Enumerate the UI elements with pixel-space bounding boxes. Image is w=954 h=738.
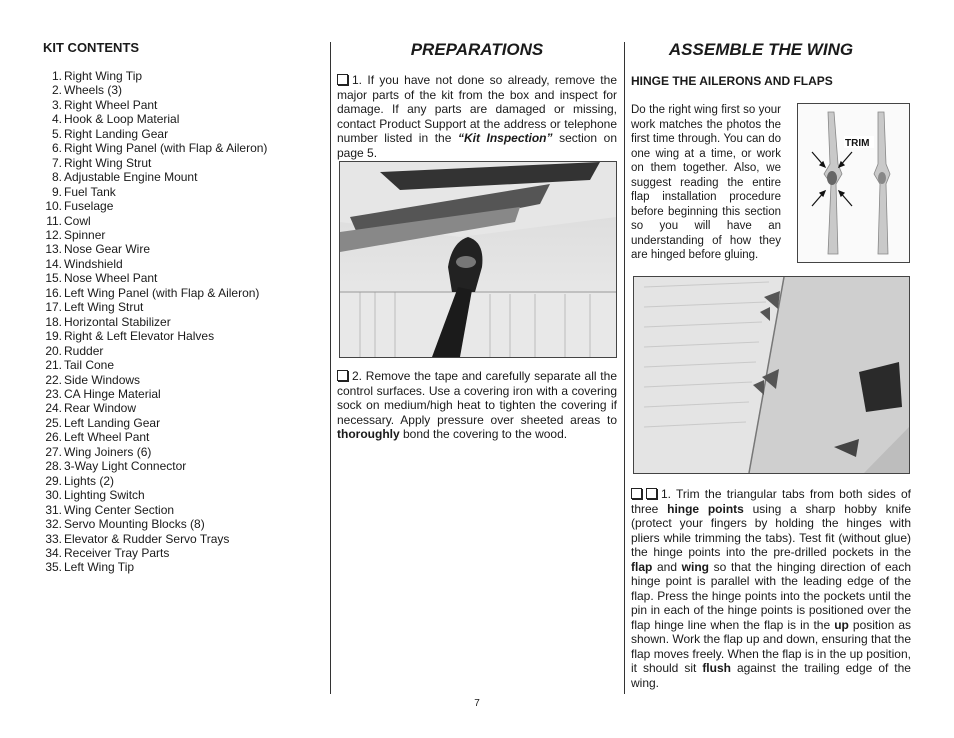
kit-item — [43, 199, 323, 213]
kit-item — [43, 69, 323, 83]
kit-item-number: 24. — [45, 401, 62, 416]
kit-item-label: Left Wing Tip — [64, 560, 135, 575]
kit-item-number: 1. — [51, 69, 62, 83]
kit-item-label: Wing Joiners (6) — [64, 444, 152, 459]
hinge-points-illustration — [798, 104, 909, 262]
kit-item — [43, 329, 323, 343]
kit-item — [43, 156, 323, 170]
preparations-step-1: 1. If you have not done so already, remove the major parts of the kit from the box and inspect for damage. If any parts are damaged or missing, contact Product Support at the address or telephone number listed in the “Kit Inspection” section on page 5. — [337, 73, 617, 160]
kit-item-label: Rear Window — [64, 401, 137, 416]
kit-item — [43, 228, 323, 242]
preparations-column — [337, 40, 617, 160]
kit-item-label: Nose Wheel Pant — [64, 271, 158, 286]
assemble-wing-column — [631, 40, 911, 88]
kit-item — [43, 503, 323, 517]
kit-contents-column — [43, 40, 323, 575]
kit-item-number: 7. — [51, 155, 62, 170]
kit-item-label: Spinner — [64, 227, 106, 242]
kit-item-number: 2. — [51, 83, 62, 98]
kit-item-number: 33. — [45, 531, 62, 546]
kit-item — [43, 286, 323, 300]
kit-item-label: Cowl — [64, 213, 91, 228]
kit-item-number: 16. — [45, 285, 62, 300]
kit-contents-list — [43, 69, 323, 575]
kit-item-label: Left Wing Strut — [64, 300, 144, 315]
kit-item-number: 26. — [45, 430, 62, 445]
kit-item-label: Right Wheel Pant — [64, 97, 158, 112]
kit-item-number: 19. — [45, 329, 62, 344]
preparations-step-2-wrap — [337, 369, 617, 442]
preparations-step-2: 2. Remove the tape and carefully separate all the control surfaces. Use a covering iron with a covering sock on medium/high heat to tighten the covering if necessary. Apply pressure over sheeted areas to thoroughly bond the covering to the wood. — [337, 369, 617, 441]
assemble-step-1-wrap — [631, 487, 911, 690]
flap-hinges-illustration — [634, 277, 909, 473]
checkbox-icon[interactable] — [337, 74, 348, 85]
kit-item-label: Wheels (3) — [64, 83, 123, 98]
kit-item — [43, 344, 323, 358]
kit-item — [43, 430, 323, 444]
kit-item — [43, 257, 323, 271]
kit-item-number: 27. — [45, 444, 62, 459]
kit-item — [43, 445, 323, 459]
kit-item-label: Fuel Tank — [64, 184, 116, 199]
kit-item-label: Tail Cone — [64, 358, 115, 373]
kit-item — [43, 315, 323, 329]
kit-item — [43, 474, 323, 488]
kit-item — [43, 170, 323, 184]
kit-item — [43, 271, 323, 285]
kit-item — [43, 112, 323, 126]
kit-item-number: 11. — [46, 213, 62, 228]
kit-item-label: Horizontal Stabilizer — [64, 314, 171, 329]
kit-item-label: Left Wing Panel (with Flap & Aileron) — [64, 285, 260, 300]
kit-item-label: Lights (2) — [64, 473, 115, 488]
checkbox-icon[interactable] — [646, 488, 657, 499]
kit-item-number: 22. — [45, 372, 62, 387]
kit-item — [43, 546, 323, 560]
hinge-subheading: HINGE THE AILERONS AND FLAPS — [631, 74, 833, 88]
kit-item-number: 29. — [45, 473, 62, 488]
kit-item — [43, 358, 323, 372]
kit-item-label: Nose Gear Wire — [64, 242, 151, 257]
trim-label: TRIM — [845, 138, 870, 149]
kit-item — [43, 532, 323, 546]
kit-item — [43, 387, 323, 401]
kit-item-label: Right Wing Tip — [64, 69, 143, 83]
kit-item-label: Right Wing Strut — [64, 155, 152, 170]
kit-item — [43, 141, 323, 155]
kit-item-label: Elevator & Rudder Servo Trays — [64, 531, 230, 546]
kit-item-number: 32. — [45, 517, 62, 532]
kit-item-label: Right Landing Gear — [64, 126, 169, 141]
kit-item-label: Rudder — [64, 343, 104, 358]
kit-item-number: 4. — [51, 112, 62, 127]
kit-contents-heading: KIT CONTENTS — [43, 40, 140, 55]
kit-item — [43, 300, 323, 314]
kit-item-number: 13. — [45, 242, 62, 257]
kit-item — [43, 214, 323, 228]
kit-item — [43, 488, 323, 502]
kit-item — [43, 459, 323, 473]
kit-item-number: 31. — [45, 502, 62, 517]
assemble-intro-text: Do the right wing first so your work matches the photos the first time through. You can do one wing at a time, or work on them together. Also, we suggest reading the entire flap installation procedure before beginning this section so you will have an understanding of how they are hinged before gluing. — [631, 104, 781, 261]
covering-iron-photo — [339, 161, 617, 358]
kit-item-number: 10. — [45, 199, 62, 214]
kit-item-label: Adjustable Engine Mount — [64, 170, 198, 185]
kit-item-number: 15. — [45, 271, 62, 286]
kit-item — [43, 560, 323, 574]
kit-item-number: 6. — [51, 141, 62, 156]
assemble-wing-heading: ASSEMBLE THE WING — [668, 40, 854, 59]
kit-item-number: 23. — [45, 386, 62, 401]
kit-item-number: 12. — [45, 227, 62, 242]
kit-item-number: 35. — [45, 560, 62, 575]
kit-item — [43, 373, 323, 387]
kit-item-label: Left Landing Gear — [64, 415, 161, 430]
assemble-intro-wrap — [631, 103, 781, 263]
kit-item — [43, 127, 323, 141]
kit-item — [43, 98, 323, 112]
kit-item — [43, 517, 323, 531]
column-divider-left — [330, 42, 331, 694]
kit-item-label: CA Hinge Material — [64, 386, 161, 401]
kit-item-label: Servo Mounting Blocks (8) — [64, 517, 205, 532]
kit-item-label: Wing Center Section — [64, 502, 175, 517]
kit-item-number: 28. — [45, 459, 62, 474]
kit-item-number: 8. — [51, 170, 62, 185]
kit-item — [43, 83, 323, 97]
kit-item-label: Left Wheel Pant — [64, 430, 150, 445]
covering-iron-illustration — [340, 162, 616, 357]
page-number: 7 — [474, 698, 480, 709]
kit-item-number: 30. — [45, 488, 62, 503]
checkbox-icon[interactable] — [631, 488, 642, 499]
kit-item-number: 14. — [45, 256, 62, 271]
kit-item-label: Right Wing Panel (with Flap & Aileron) — [64, 141, 268, 156]
kit-item-label: Side Windows — [64, 372, 141, 387]
kit-item-label: Windshield — [64, 256, 123, 271]
kit-item-number: 18. — [45, 314, 62, 329]
checkbox-icon[interactable] — [337, 370, 348, 381]
kit-item-label: Right & Left Elevator Halves — [64, 329, 215, 344]
kit-item-label: Fuselage — [64, 199, 114, 214]
kit-item — [43, 416, 323, 430]
kit-item-number: 9. — [51, 184, 62, 199]
kit-item — [43, 401, 323, 415]
kit-item-label: Receiver Tray Parts — [64, 545, 170, 560]
assemble-step-1: 1. Trim the triangular tabs from both sides of three hinge points using a sharp hobby knife (protect your fingers by holding the hinges with pliers while trimming the tabs). Test fit (without glue) the hinge points into the pre-drilled pockets in the flap and wing so that the hinging direction of each hinge point is parallel with the leading edge of the flap. Press the hinge points into the pockets until the pin in each of the hinge points is positioned over the flap hinge line when the flap is in the up position as shown. Work the flap up and down, ensuring that the flap moves freely. When the flap is in the up position, it should sit flush against the trailing edge of the wing. — [631, 487, 912, 690]
kit-item-number: 34. — [45, 545, 62, 560]
preparations-heading: PREPARATIONS — [410, 40, 544, 59]
kit-item-number: 21. — [45, 358, 62, 373]
kit-item-label: Hook & Loop Material — [64, 112, 180, 127]
kit-item-number: 20. — [45, 343, 62, 358]
kit-item — [43, 185, 323, 199]
kit-item — [43, 242, 323, 256]
kit-item-label: 3-Way Light Connector — [64, 459, 187, 474]
kit-item-number: 3. — [51, 97, 62, 112]
kit-item-number: 25. — [45, 415, 62, 430]
flap-hinges-photo — [633, 276, 910, 474]
kit-item-number: 17. — [45, 300, 62, 315]
hinge-points-photo — [797, 103, 910, 263]
kit-item-label: Lighting Switch — [64, 488, 145, 503]
column-divider-right — [624, 42, 625, 694]
kit-item-number: 5. — [51, 126, 62, 141]
